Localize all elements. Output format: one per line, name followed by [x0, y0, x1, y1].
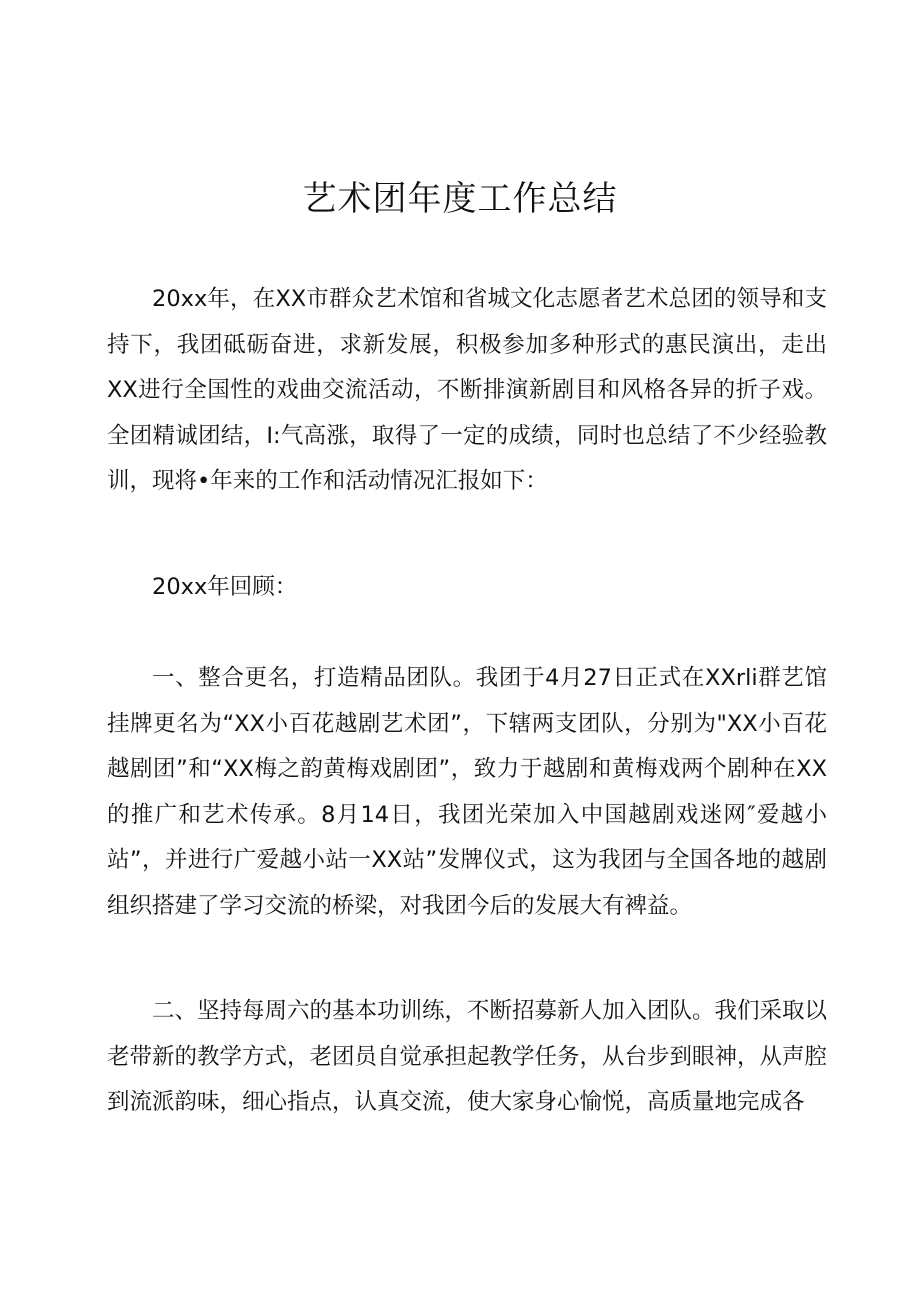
paragraph-section-two: 二、坚持每周六的基本功训练，不断招募新人加入团队。我们采取以老带新的教学方式，老团员自觉承担起教学任务，从台步到眼神，从声腔到流派韵味，细心指点，认真交流，使大家身心愉悦，高质量地完成各: [107, 998, 828, 1115]
paragraph-intro: 20xx年，在XX市群众艺术馆和省城文化志愿者艺术总团的领导和支持下，我团砥砺奋进，求新发展，积极参加多种形式的惠民演出，走出XX进行全国性的戏曲交流活动，不断排演新剧目和风格各异的折子戏。全团精诚团结，I:气高涨，取得了一定的成绩，同时也总结了不少经验教训，现将•年来的工作和活动情况汇报如下：: [107, 286, 827, 494]
paragraph-review-heading: 20xx年回顾：: [152, 574, 298, 600]
paragraph-section-one: 一、整合更名，打造精品团队。我团于4月27日正式在XXrli群艺馆挂牌更名为“XX小百花越剧艺术团”，下辖两支团队，分别为"XX小百花越剧团”和“XX梅之韵黄梅戏剧团”，致力于越剧和黄梅戏两个剧种在XX的推广和艺术传承。8月14日，我团光荣加入中国越剧戏迷网″爱越小站”，并进行广爱越小站一XX站”发牌仪式，这为我团与全国各地的越剧组织搭建了学习交流的桥梁，对我团今后的发展大有裨益。: [107, 665, 827, 919]
document-title: 艺术团年度工作总结: [302, 179, 618, 219]
